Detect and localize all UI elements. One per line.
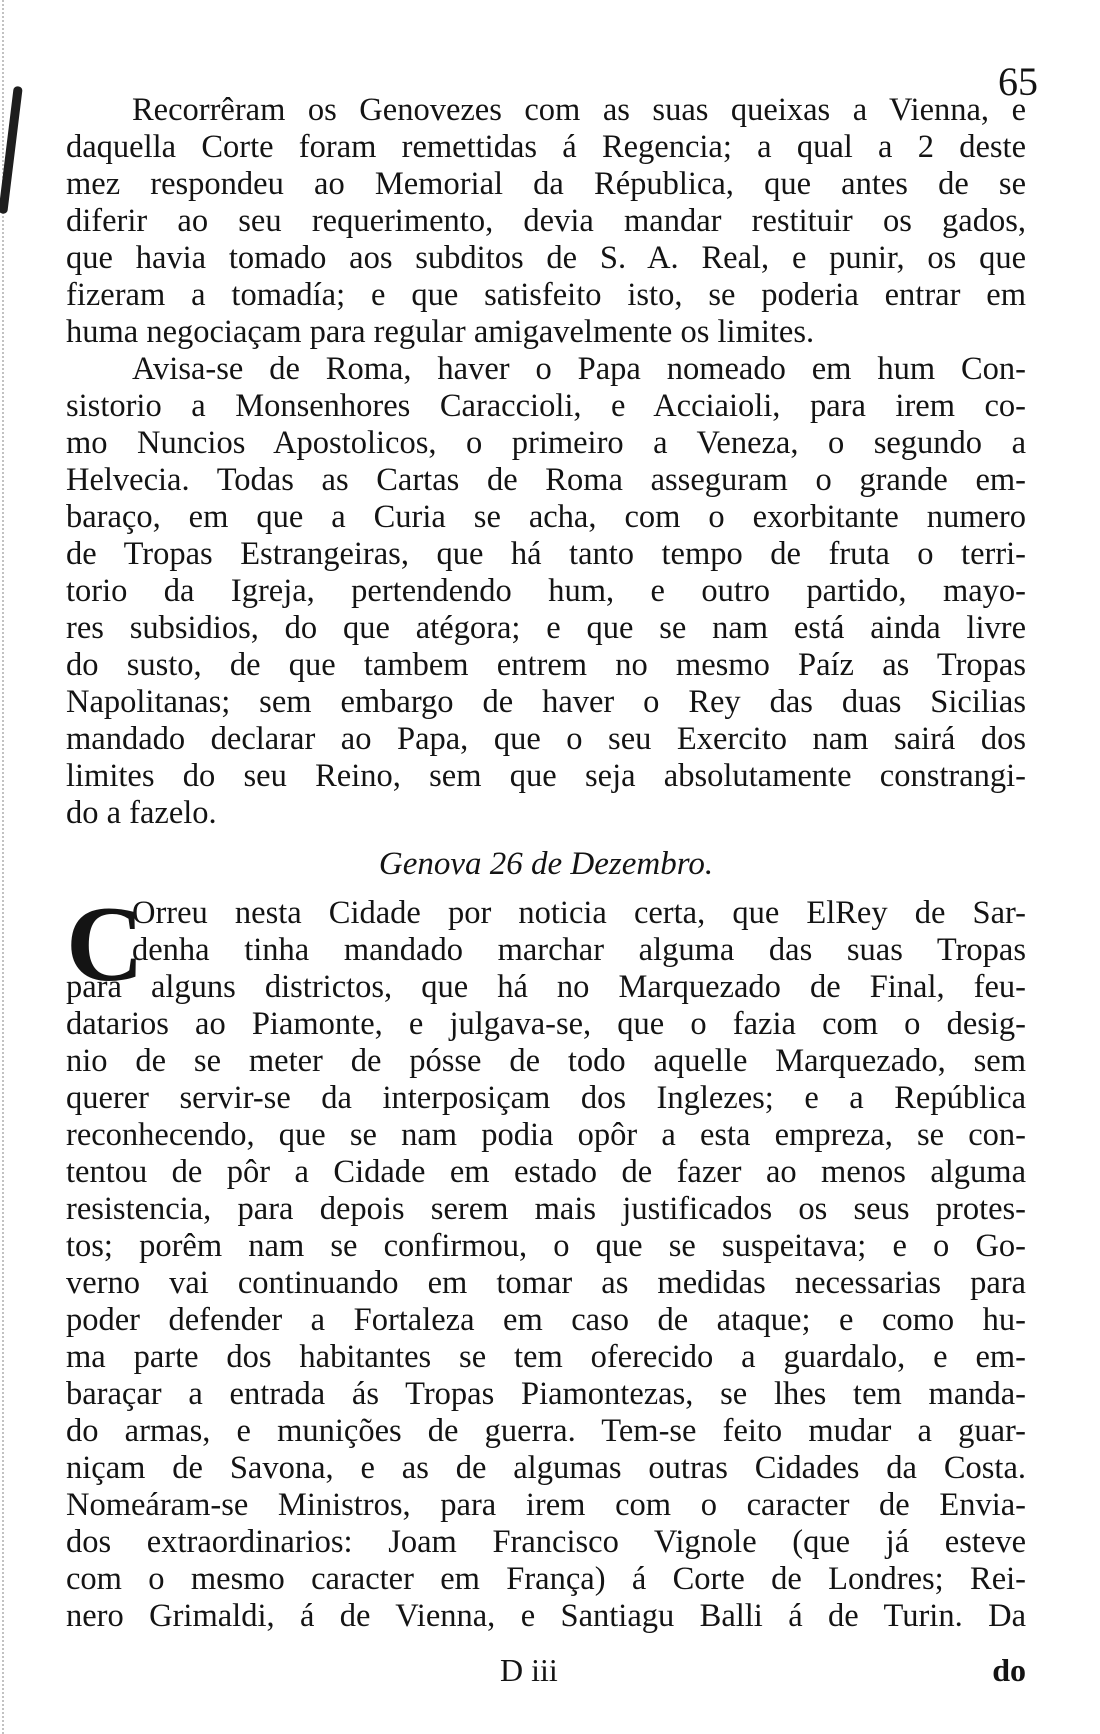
text-line: huma negociaçam para regular amigavelmente os limites. <box>66 314 815 350</box>
text-line: fizeram a tomadía; e que satisfeito isto, se poderia entrar em <box>66 277 1026 313</box>
text-line: de Tropas Estrangeiras, que há tanto tempo de fruta o terri- <box>66 536 1026 572</box>
text-line: tos; porêm nam se confirmou, o que se suspeitava; e o Go- <box>66 1228 1026 1264</box>
text-line: sistorio a Monsenhores Caraccioli, e Acciaioli, para irem co- <box>66 388 1026 424</box>
text-line: denha tinha mandado marchar alguma das suas Tropas <box>132 932 1026 968</box>
text-line: niçam de Savona, e as de algumas outras Cidades da Costa. <box>66 1450 1026 1486</box>
text-line: para alguns districtos, que há no Marquezado de Final, feu- <box>66 969 1026 1005</box>
text-line: ma parte dos habitantes se tem oferecido a guardalo, e em- <box>66 1339 1026 1375</box>
text-line: Avisa-se de Roma, haver o Papa nomeado em hum Con- <box>132 351 1026 387</box>
text-line: mandado declarar ao Papa, que o seu Exercito nam sairá dos <box>66 721 1026 757</box>
text-line: Napolitanas; sem embargo de haver o Rey das duas Sicilias <box>66 684 1026 720</box>
signature-mark: D iii <box>500 1652 558 1688</box>
text-line: baraço, em que a Curia se acha, com o exorbitante numero <box>66 499 1026 535</box>
text-line: res subsidios, do que atégora; e que se nam está ainda livre <box>66 610 1026 646</box>
text-line: datarios ao Piamonte, e julgava-se, que o fazia com o desig- <box>66 1006 1026 1042</box>
text-line: resistencia, para depois serem mais justificados os seus protes- <box>66 1191 1026 1227</box>
text-line: nio de se meter de pósse de todo aquelle Marquezado, sem <box>66 1043 1026 1079</box>
text-line: do a fazelo. <box>66 795 217 831</box>
text-line: do armas, e munições de guerra. Tem-se feito mudar a guar- <box>66 1413 1026 1449</box>
text-line: com o mesmo caracter em França) á Corte de Londres; Rei- <box>66 1561 1026 1597</box>
text-line: Orreu nesta Cidade por noticia certa, que ElRey de Sar- <box>132 895 1026 931</box>
page-edge-dots <box>2 0 8 1734</box>
text-line: Recorrêram os Genovezes com as suas queixas a Vienna, e <box>132 92 1026 128</box>
drop-cap: C <box>66 885 144 1004</box>
dateline-heading: Genova 26 de Dezembro. <box>378 846 714 882</box>
text-line: daquella Corte foram remettidas á Regencia; a qual a 2 deste <box>66 129 1026 165</box>
text-line: torio da Igreja, pertendendo hum, e outro partido, mayo- <box>66 573 1026 609</box>
text-line: baraçar a entrada ás Tropas Piamontezas, se lhes tem manda- <box>66 1376 1026 1412</box>
text-line: dos extraordinarios: Joam Francisco Vignole (que já esteve <box>66 1524 1026 1560</box>
text-line: nero Grimaldi, á de Vienna, e Santiagu Balli á de Turin. Da <box>66 1598 1026 1634</box>
page-footer <box>66 1650 1026 1690</box>
text-line: poder defender a Fortaleza em caso de ataque; e como hu- <box>66 1302 1026 1338</box>
text-line: mo Nuncios Apostolicos, o primeiro a Veneza, o segundo a <box>66 425 1026 461</box>
text-line: que havia tomado aos subditos de S. A. Real, e punir, os que <box>66 240 1026 276</box>
text-line: tentou de pôr a Cidade em estado de fazer ao menos alguma <box>66 1154 1026 1190</box>
text-line: Nomeáram-se Ministros, para irem com o caracter de Envia- <box>66 1487 1026 1523</box>
page-number: 65 <box>998 59 1038 104</box>
text-line: Helvecia. Todas as Cartas de Roma asseguram o grande em- <box>66 462 1026 498</box>
text-line: verno vai continuando em tomar as medidas necessarias para <box>66 1265 1026 1301</box>
catchword: do <box>992 1652 1026 1688</box>
text-line: diferir ao seu requerimento, devia mandar restituir os gados, <box>66 203 1026 239</box>
text-line: reconhecendo, que se nam podia opôr a esta empreza, se con- <box>66 1117 1026 1153</box>
text-line: limites do seu Reino, sem que seja absolutamente constrangi- <box>66 758 1026 794</box>
text-line: do susto, de que tambem entrem no mesmo Paíz as Tropas <box>66 647 1026 683</box>
text-line: mez respondeu ao Memorial da Républica, que antes de se <box>66 166 1026 202</box>
text-line: querer servir-se da interposiçam dos Inglezes; e a República <box>66 1080 1026 1116</box>
